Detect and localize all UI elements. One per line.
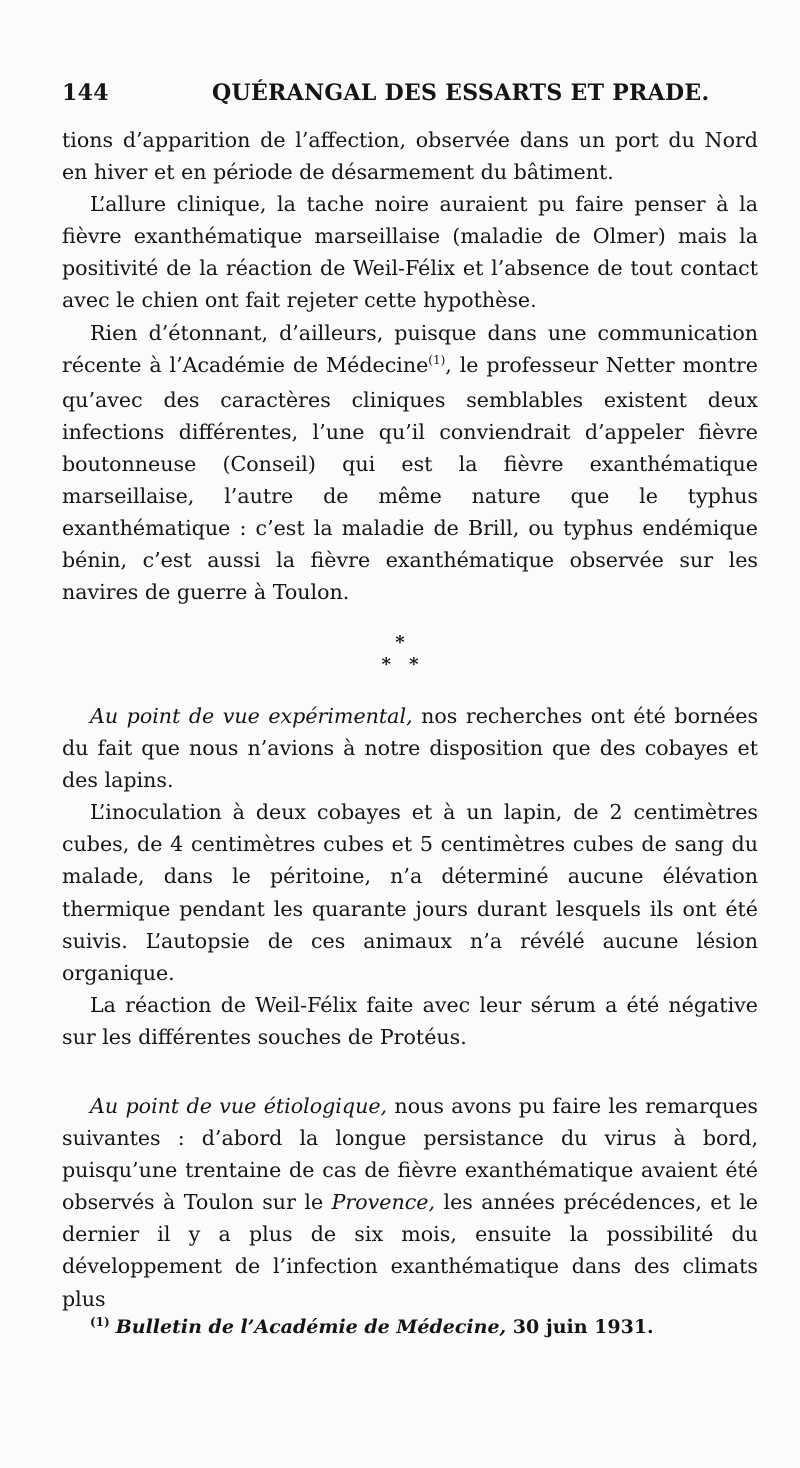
page-number: 144	[62, 80, 109, 106]
text-run: , le professeur Netter montre qu’avec des caractères cliniques semblables existent deux infections différentes, l’une qu’il conviendrait d’appeler fièvre boutonneuse (Conseil) qui est la fièvre exanthématique marseillaise, l’autre de même nature que le typhus exanthématique : c’est la maladie de Brill, ou typhus endémique bénin, c’est aussi la fièvre exanthématique observée sur les navires de guerre à Toulon.	[62, 352, 758, 605]
text-run: nous avons pu faire les remarques suivantes : d’abord la longue persistance du virus à bord, puisqu’une trentaine de cas de fièvre exanthématique avaient été observés à Toulon sur le	[62, 1094, 758, 1215]
paragraph	[62, 317, 758, 609]
section-etiological	[62, 1090, 758, 1315]
footnote-source: Bulletin de l’Académie de Médecine,	[115, 1316, 507, 1338]
text-run: les années précédences, et le dernier il y a plus de six mois, ensuite la possibilité du développement de l’infection exanthématique dans des climats plus	[62, 1190, 758, 1311]
paragraph: La réaction de Weil-Félix faite avec leur sérum a été négative sur les différentes souches de Protéus.	[62, 992, 758, 1049]
paragraph: L’inoculation à deux cobayes et à un lapin, de 2 centimètres cubes, de 4 centimètres cubes et 5 centimètres cubes de sang du malade, dans le péritoine, n’a déterminé aucune élévation thermique pendant les quarante jours durant lesquels ils ont été suivis. L’autopsie de ces animaux n’a révélé aucune lésion organique.	[62, 800, 758, 985]
section-separator-top: *	[395, 632, 405, 653]
paragraph	[62, 700, 758, 796]
footnote-marker: (1)	[90, 1315, 110, 1329]
italic-lead: Au point de vue expérimental,	[90, 704, 413, 728]
section-experimental	[62, 700, 758, 1053]
paragraph: tions d’apparition de l’affection, observée dans un port du Nord en hiver et en période de désarmement du bâtiment.	[62, 128, 758, 185]
footnote-reference: (1)	[428, 352, 446, 367]
section-clinical	[62, 124, 758, 608]
text-run: nos recherches ont été bornées du fait que nous n’avions à notre disposition que des cobayes et des lapins.	[62, 704, 759, 793]
paragraph: L’allure clinique, la tache noire auraient pu faire penser à la fièvre exanthématique marseillaise (maladie de Olmer) mais la positivité de la réaction de Weil-Félix et l’absence de tout contact avec le chien ont fait rejeter cette hypothèse.	[62, 192, 758, 313]
footnote-date: 30 juin 1931.	[506, 1316, 654, 1338]
section-separator-bottom: * *	[381, 654, 419, 675]
text-run: Rien d’étonnant, d’ailleurs, puisque dans une communication récente à l’Académie de Médecine	[62, 320, 758, 377]
footnote	[90, 1316, 654, 1338]
running-head: QUÉRANGAL DES ESSARTS ET PRADE.	[212, 80, 710, 106]
page-header	[62, 80, 758, 114]
ship-name: Provence,	[331, 1190, 436, 1215]
paragraph	[62, 1090, 758, 1315]
italic-lead: Au point de vue étiologique,	[90, 1094, 388, 1118]
